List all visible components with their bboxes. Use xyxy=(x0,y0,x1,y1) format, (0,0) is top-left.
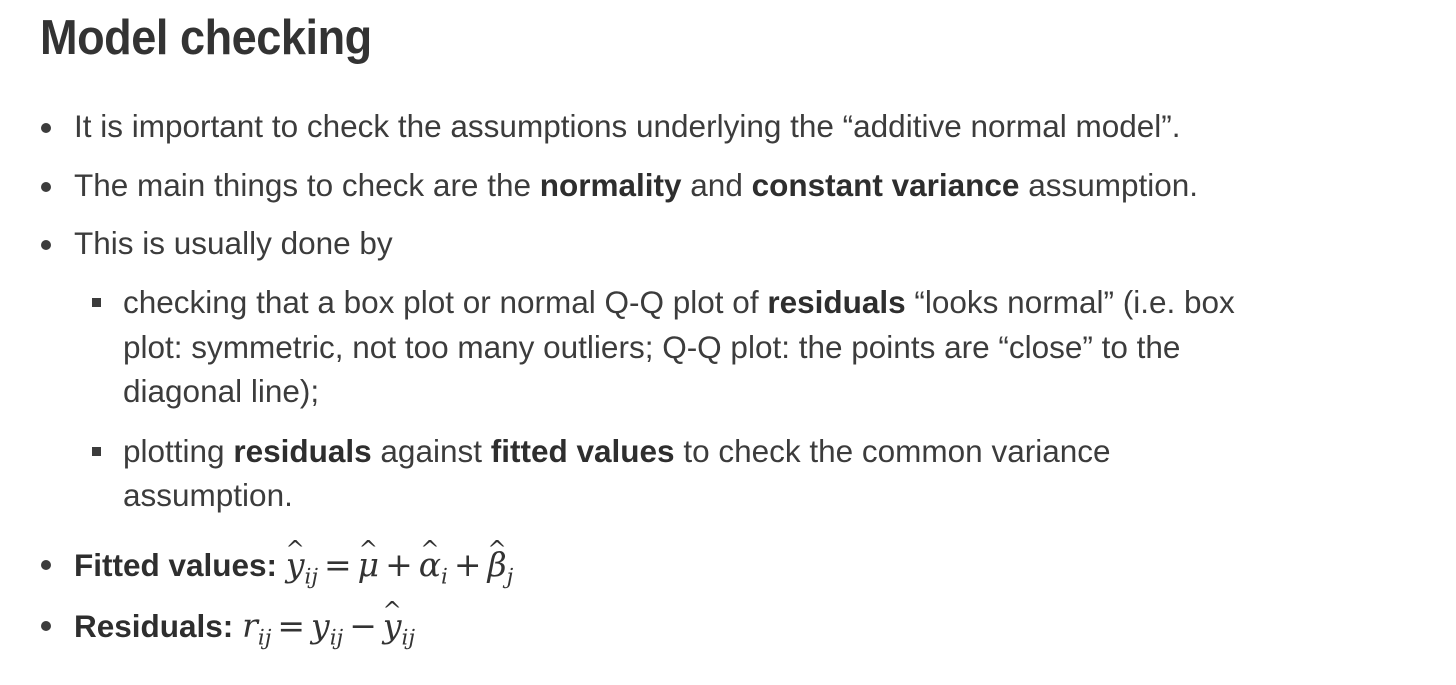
residuals-formula: $r_{ij} = y_{ij} - y$ $\^{}_{ij}$ xyxy=(242,606,415,645)
sub-bullet-square xyxy=(92,447,101,456)
emphasis-residuals: residuals xyxy=(233,433,372,469)
bullet-dot xyxy=(41,560,51,570)
label-residuals: Residuals: xyxy=(74,608,234,644)
emphasis-fitted-values: fitted values xyxy=(490,433,675,469)
bullet-text: The main things to check are the normality and constant variance assumption. xyxy=(74,167,1199,203)
bullet-text: It is important to check the assumptions underlying the “additive normal model”. xyxy=(74,108,1181,144)
bullet-text: This is usually done by xyxy=(74,225,393,261)
bullet-dot xyxy=(41,182,51,192)
sub-bullet-square xyxy=(92,298,101,307)
page-title: Model checking xyxy=(40,11,372,65)
label-fitted-values: Fitted values: xyxy=(74,547,278,583)
fitted-values-formula: y $\^{}_{ij} = \mu$ ^ + α $\^{}_i + \beta$ $\^{}_j$ xyxy=(286,545,513,584)
bullet-dot xyxy=(41,123,51,133)
sub-bullet-text-line1: checking that a box plot or normal Q-Q plot of residuals “looks normal” (i.e. box xyxy=(123,284,1235,320)
bullet-text xyxy=(74,542,513,600)
sub-bullet-text-line2: plot: symmetric, not too many outliers; Q-Q plot: the points are “close” to the xyxy=(123,329,1181,365)
bullet-dot xyxy=(41,240,51,250)
emphasis-constant-variance: constant variance xyxy=(751,167,1020,203)
sub-bullet-text-line1: plotting residuals against fitted values to check the common variance xyxy=(123,433,1111,469)
bullet-text xyxy=(74,603,415,661)
sub-bullet-text-line3: diagonal line); xyxy=(123,373,320,409)
sub-bullet-text-line2: assumption. xyxy=(123,477,293,513)
bullet-dot xyxy=(41,621,51,631)
emphasis-normality: normality xyxy=(539,167,682,203)
emphasis-residuals: residuals xyxy=(767,284,906,320)
